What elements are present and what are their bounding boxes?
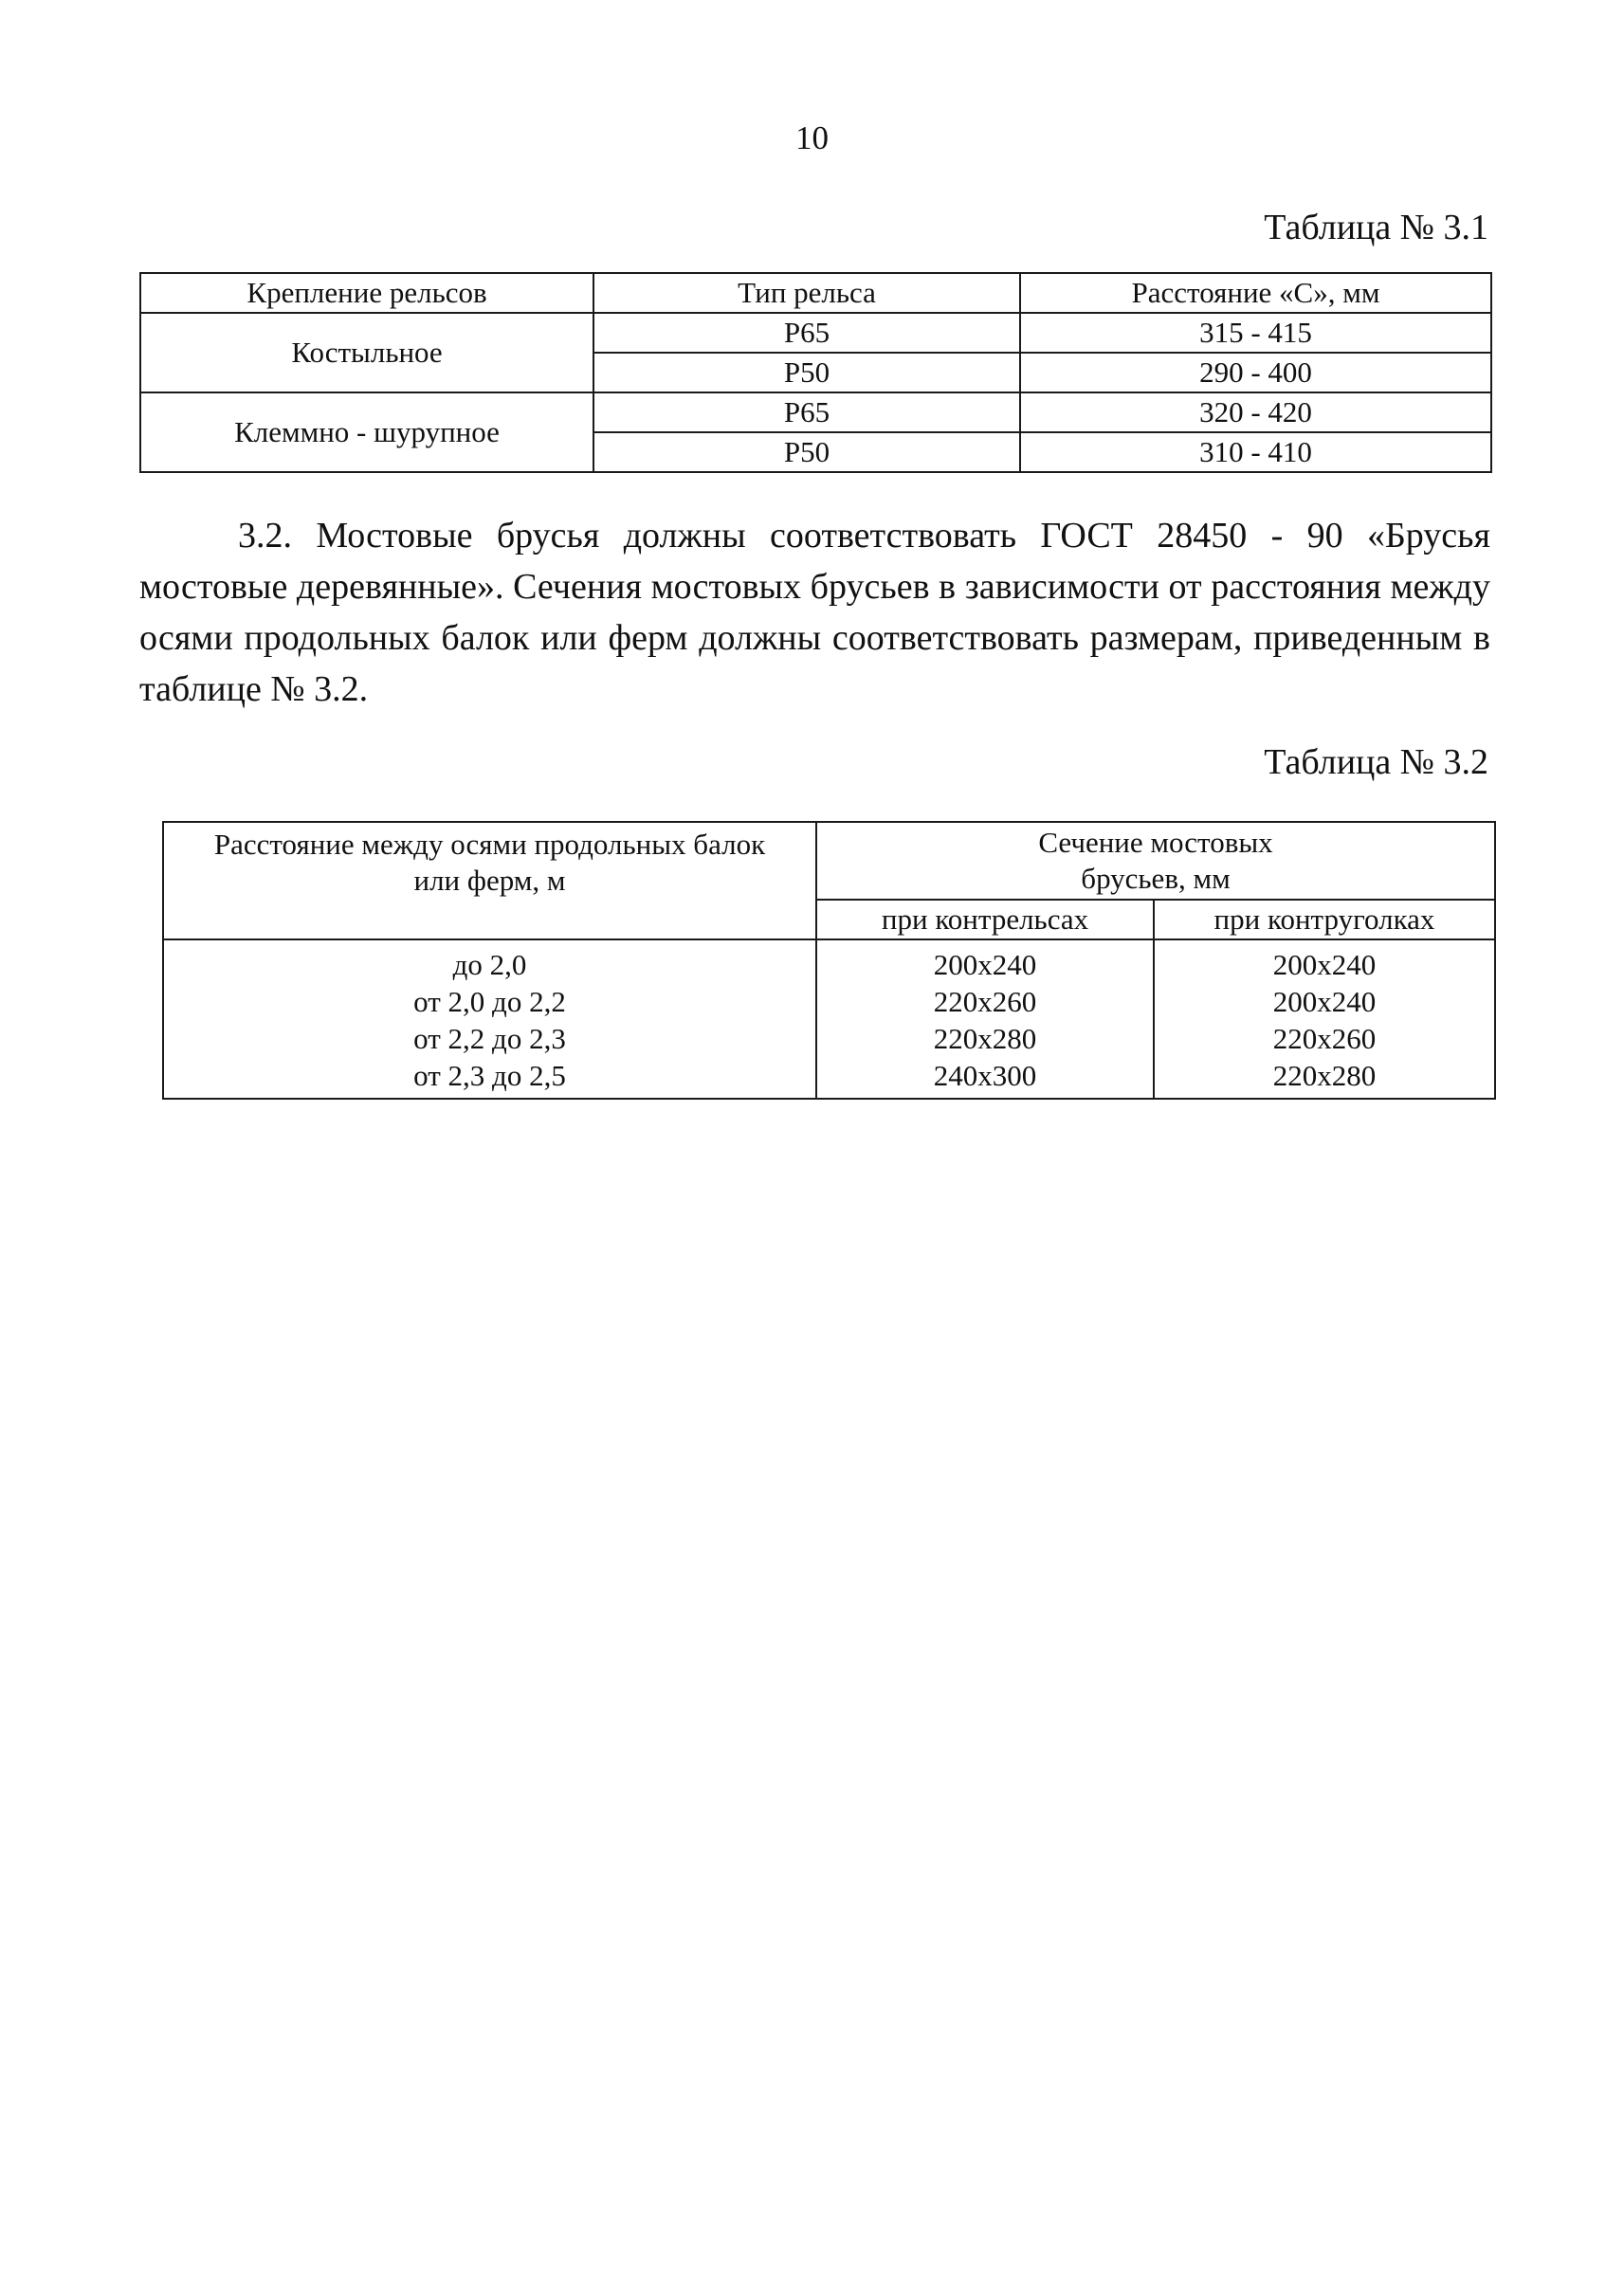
header-line: Сечение мостовых [1038,826,1273,859]
rail-type-cell: Р50 [593,353,1020,392]
bridge-timber-section-table [162,821,1496,1100]
table-row [140,313,1491,353]
section-value: 220x260 [933,985,1037,1018]
fastening-type-cell: Клеммно - шурупное [140,392,593,472]
column-header-fastening: Крепление рельсов [140,273,593,313]
distance-column [163,939,816,1099]
table-3-1-caption: Таблица № 3.1 [1264,208,1488,247]
page-number: 10 [795,119,829,156]
contraangle-column [1154,939,1495,1099]
section-value: 220x260 [1272,1022,1377,1055]
header-line: брусьев, мм [1081,862,1231,895]
table-header-row [163,822,1495,900]
distance-value: до 2,0 [452,948,527,981]
rail-type-cell: Р50 [593,432,1020,472]
section-value: 220x280 [1272,1059,1377,1092]
section-value: 200x240 [1272,948,1377,981]
column-header-rail-type: Тип рельса [593,273,1020,313]
section-value: 200x240 [1272,985,1377,1018]
distance-cell: 290 - 400 [1020,353,1491,392]
distance-cell: 320 - 420 [1020,392,1491,432]
section-value: 220x280 [933,1022,1037,1055]
contrarail-column [816,939,1154,1099]
column-header-contraangle: при контруголках [1154,900,1495,939]
column-header-beam-distance [163,822,816,939]
section-value: 240x300 [933,1059,1037,1092]
table-row [140,392,1491,432]
rail-type-cell: Р65 [593,392,1020,432]
table-3-2-caption: Таблица № 3.2 [1264,742,1488,782]
distance-cell: 315 - 415 [1020,313,1491,353]
header-line: Расстояние между осями продольных балок [213,828,766,861]
header-line: или ферм, м [413,864,566,897]
section-value: 200x240 [933,948,1037,981]
column-header-timber-section [816,822,1495,900]
fastening-type-cell: Костыльное [140,313,593,392]
table-body-row [163,939,1495,1099]
distance-cell: 310 - 410 [1020,432,1491,472]
distance-value: от 2,3 до 2,5 [413,1059,566,1092]
rail-type-cell: Р65 [593,313,1020,353]
section-3-2-paragraph: 3.2. Мостовые брусья должны соответствовать ГОСТ 28450 - 90 «Брусья мостовые деревянные». Сечения мостовых брусьев в зависимости от расстояния между осями продольных балок или ферм должны соответствовать размерам, приведенным в таблице № 3.2. [139,516,1490,709]
column-header-distance: Расстояние «С», мм [1020,273,1491,313]
rail-fastening-table [139,272,1492,473]
distance-value: от 2,0 до 2,2 [413,985,566,1018]
table-header-row [140,273,1491,313]
column-header-contrarail: при контрельсах [816,900,1154,939]
distance-value: от 2,2 до 2,3 [413,1022,566,1055]
